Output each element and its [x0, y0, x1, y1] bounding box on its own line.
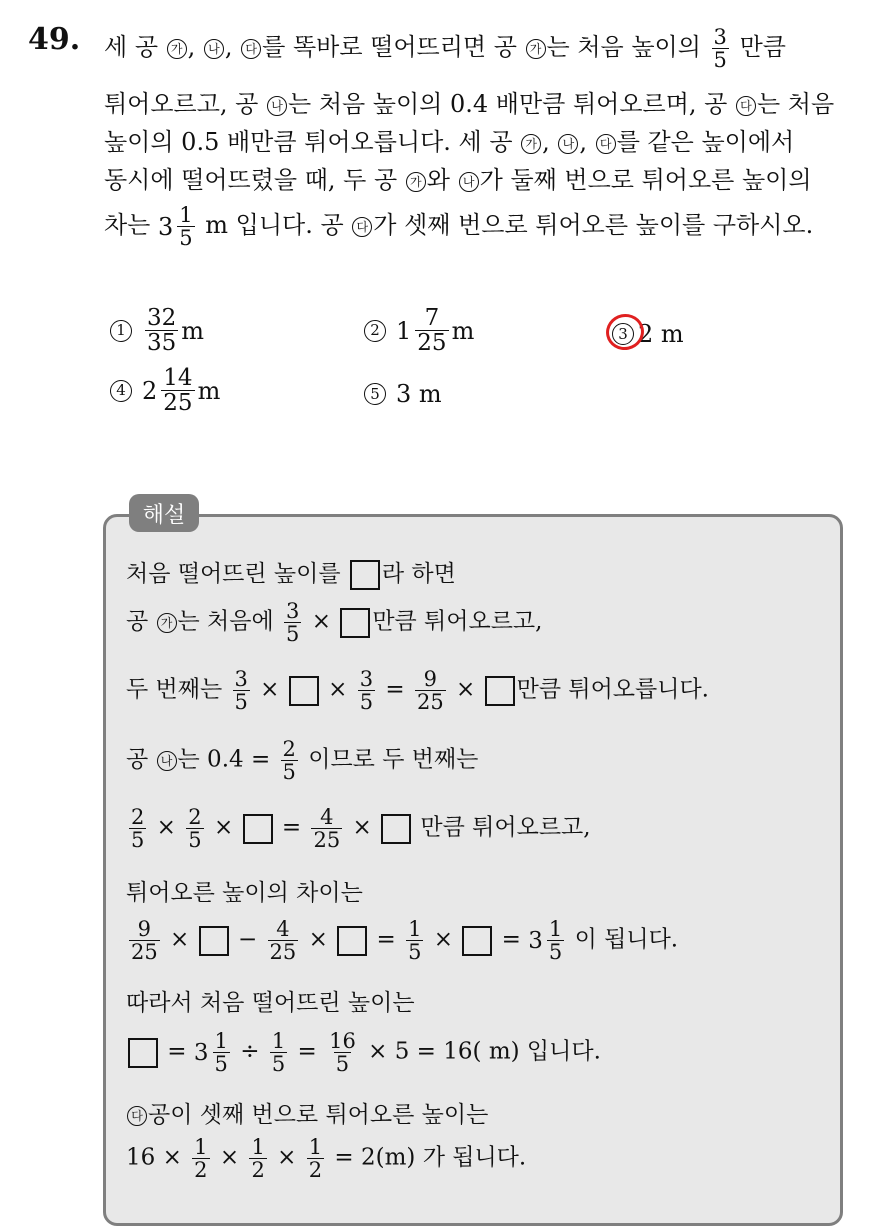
option-3[interactable]: 3 2 m — [612, 320, 684, 348]
option-number-icon: 3 — [612, 323, 634, 345]
option-4[interactable]: 4 2 $\frac{14}{25}$ m — [110, 366, 220, 415]
solution-line-9: = 3 $\frac{1}{5}$ ÷ $\frac{1}{5}$ = $\frac{16}{5}$ × 5 = 16( m) 입니다. — [126, 1030, 601, 1075]
solution-tag: 해설 — [129, 494, 199, 532]
solution-line-3: 두 번째는 $\frac{3}{5}$ × × $\frac{3}{5}$ = $\frac{9}{25}$ × 만큼 튀어오릅니다. — [126, 667, 709, 715]
option-5[interactable]: 5 3 m — [364, 380, 442, 408]
question-number: 49. — [28, 22, 81, 57]
circle-ga: 가 — [526, 39, 546, 59]
solution-line-8: 따라서 처음 떨어뜨린 높이는 — [126, 990, 415, 1016]
solution-line-6: 튀어오른 높이의 차이는 — [126, 880, 363, 906]
question-line-4: 동시에 떨어뜨렸을 때, 두 공 가 와 나 가 둘째 번으로 튀어오른 높이의 — [104, 166, 812, 194]
option-number-icon: 4 — [110, 380, 132, 402]
circle-da: 다 — [736, 96, 756, 116]
solution-line-4: 공 나 는 0.4 = $\frac{2}{5}$ 이므로 두 번째는 — [126, 737, 479, 785]
option-2[interactable]: 2 1 $\frac{7}{25}$ m — [364, 306, 474, 355]
question-line-1: 세 공 가 , 나 , 다 를 똑바로 떨어뜨리면 공 가 는 처음 높이의 $\frac{3}{5}$ 만큼 — [104, 25, 786, 73]
solution-line-2: 공 가 는 처음에 $\frac{3}{5}$ × 만큼 튀어오르고, — [126, 599, 543, 647]
circle-da: 다 — [596, 134, 616, 154]
circle-na: 나 — [459, 172, 479, 192]
blank-box — [128, 1038, 158, 1068]
question-line-5: 차는 3 $\frac{1}{5}$ m 입니다. 공 다 가 셋째 번으로 튀어오른 높이를 구하시오. — [104, 203, 814, 251]
circle-ga: 가 — [167, 39, 187, 59]
solution-line-10: 다 공이 셋째 번으로 튀어오른 높이는 — [126, 1096, 488, 1129]
blank-box — [199, 926, 229, 956]
circle-da: 다 — [352, 217, 372, 237]
blank-box — [350, 560, 380, 590]
question-line-2: 튀어오르고, 공 나 는 처음 높이의 0.4 배만큼 튀어오르며, 공 다 는 처음 — [104, 90, 835, 118]
circle-na: 나 — [267, 96, 287, 116]
blank-box — [462, 926, 492, 956]
fraction-three-fifths: $\frac{3}{5}$ — [713, 25, 727, 73]
option-1[interactable]: 1 $\frac{32}{35}$ m — [110, 306, 204, 355]
blank-box — [289, 676, 319, 706]
circle-ga: 가 — [406, 172, 426, 192]
blank-box — [381, 814, 411, 844]
option-number-icon: 5 — [364, 383, 386, 405]
question-line-3: 높이의 0.5 배만큼 튀어오릅니다. 세 공 가 , 나 , 다 를 같은 높이에서 — [104, 128, 795, 156]
blank-box — [243, 814, 273, 844]
blank-box — [340, 608, 370, 638]
blank-box — [485, 676, 515, 706]
circle-da: 다 — [241, 39, 261, 59]
solution-line-7: $\frac{9}{25}$ × − $\frac{4}{25}$ × = $\frac{1}{5}$ × = 3 $\frac{1}{5}$ 이 됩니다. — [131, 917, 679, 965]
circle-na: 나 — [558, 134, 578, 154]
option-number-icon: 2 — [364, 320, 386, 342]
circle-ga: 가 — [521, 134, 541, 154]
solution-line-1: 처음 떨어뜨린 높이를 라 하면 — [126, 555, 456, 590]
solution-line-5: $\frac{2}{5}$ × $\frac{2}{5}$ × = $\frac{4}{25}$ × 만큼 튀어오르고, — [131, 805, 591, 853]
solution-line-11: 16 × $\frac{1}{2}$ × $\frac{1}{2}$ × $\frac{1}{2}$ = 2(m) 가 됩니다. — [126, 1135, 527, 1183]
circle-na: 나 — [204, 39, 224, 59]
option-number-icon: 1 — [110, 320, 132, 342]
blank-box — [337, 926, 367, 956]
mixed-fraction: 3 $\frac{1}{5}$ — [158, 203, 193, 251]
